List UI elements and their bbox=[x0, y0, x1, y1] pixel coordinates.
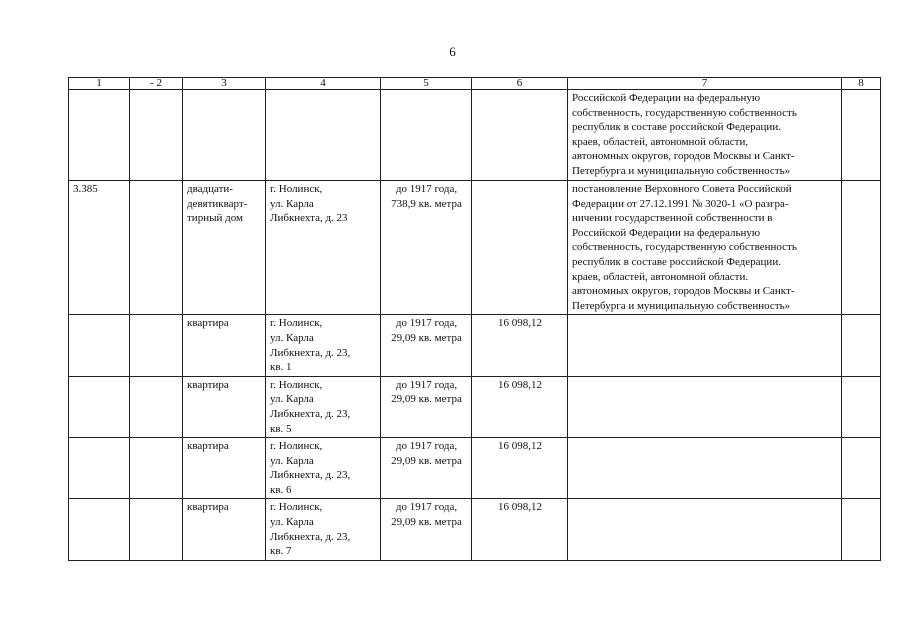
address-cell bbox=[266, 499, 381, 560]
column-header-1: 1 bbox=[69, 78, 130, 90]
value-cell: 16 098,12 bbox=[472, 438, 568, 499]
cell-line: Петербурга и муниципальную собственность» bbox=[572, 299, 791, 312]
column-header-5: 5 bbox=[381, 78, 472, 90]
value-cell bbox=[472, 181, 568, 315]
cell-line: кв. 7 bbox=[270, 545, 292, 558]
page-number: 6 bbox=[449, 44, 456, 59]
table-row bbox=[69, 315, 881, 376]
cell-line: г. Нолинск, bbox=[270, 378, 323, 391]
cell-line: Российской Федерации на федеральную bbox=[572, 226, 761, 239]
column-number-header-row bbox=[69, 78, 881, 90]
item-number-cell bbox=[69, 499, 130, 560]
cell-line: Федерации от 27.12.1991 № 3020-1 «О разгра- bbox=[572, 197, 789, 210]
address-cell bbox=[266, 438, 381, 499]
address-cell bbox=[266, 376, 381, 437]
item-number-cell bbox=[69, 315, 130, 376]
object-name-cell bbox=[183, 438, 266, 499]
column-2-cell bbox=[130, 499, 183, 560]
table-row bbox=[69, 499, 881, 560]
table-row bbox=[69, 376, 881, 437]
cell-line: до 1917 года, bbox=[395, 317, 458, 330]
column-8-cell bbox=[842, 438, 881, 499]
year-area-cell bbox=[381, 181, 472, 315]
cell-line: ул. Карла bbox=[270, 454, 314, 467]
column-8-cell bbox=[842, 181, 881, 315]
column-header-2: - 2 bbox=[130, 78, 183, 90]
address-cell bbox=[266, 315, 381, 376]
cell-line: кв. 1 bbox=[270, 361, 292, 374]
column-2-cell bbox=[130, 438, 183, 499]
cell-line: республик в составе российской Федерации. bbox=[572, 255, 781, 268]
column-header-4: 4 bbox=[266, 78, 381, 90]
cell-line: краев, областей, автономной области. bbox=[572, 270, 749, 283]
cell-line: до 1917 года, bbox=[395, 378, 458, 391]
value-cell: 16 098,12 bbox=[472, 499, 568, 560]
cell-line: автономных округов, городов Москвы и Санкт- bbox=[572, 150, 795, 163]
table-row bbox=[69, 181, 881, 315]
cell-line: 29,09 кв. метра bbox=[391, 454, 462, 467]
value-cell: 16 098,12 bbox=[472, 315, 568, 376]
cell-line: девятикварт- bbox=[187, 197, 248, 210]
column-8-cell bbox=[842, 315, 881, 376]
object-name-cell bbox=[183, 376, 266, 437]
cell-line: квартира bbox=[187, 317, 229, 330]
column-header-7: 7 bbox=[568, 78, 842, 90]
column-header-8: 8 bbox=[842, 78, 881, 90]
item-number-cell bbox=[69, 90, 130, 181]
cell-line: Либкнехта, д. 23 bbox=[270, 212, 348, 225]
cell-line: г. Нолинск, bbox=[270, 440, 323, 453]
item-number-cell bbox=[69, 438, 130, 499]
table-row bbox=[69, 438, 881, 499]
cell-line: кв. 6 bbox=[270, 483, 292, 496]
object-name-cell bbox=[183, 181, 266, 315]
year-area-cell bbox=[381, 315, 472, 376]
cell-line: до 1917 года, bbox=[395, 501, 458, 514]
column-8-cell bbox=[842, 376, 881, 437]
cell-line: автономных округов, городов Москвы и Санкт- bbox=[572, 285, 795, 298]
cell-line: Либкнехта, д. 23, bbox=[270, 407, 351, 420]
cell-line: г. Нолинск, bbox=[270, 183, 323, 195]
item-number-cell: 3.385 bbox=[69, 181, 130, 315]
object-name-cell bbox=[183, 90, 266, 181]
column-header-3: 3 bbox=[183, 78, 266, 90]
cell-line: ул. Карла bbox=[270, 393, 314, 406]
cell-line: двадцати- bbox=[187, 183, 233, 195]
object-name-cell bbox=[183, 315, 266, 376]
cell-line: Либкнехта, д. 23, bbox=[270, 530, 351, 543]
table-body bbox=[69, 78, 881, 561]
legal-basis-cell bbox=[568, 181, 842, 315]
cell-line: Либкнехта, д. 23, bbox=[270, 469, 351, 482]
cell-line: ул. Карла bbox=[270, 331, 314, 344]
address-cell bbox=[266, 181, 381, 315]
cell-line: 29,09 кв. метра bbox=[391, 331, 462, 344]
column-2-cell bbox=[130, 181, 183, 315]
column-header-6: 6 bbox=[472, 78, 568, 90]
cell-line: собственность, государственную собственность bbox=[572, 241, 797, 254]
cell-line: квартира bbox=[187, 440, 229, 453]
property-registry-table bbox=[68, 77, 881, 561]
cell-line: г. Нолинск, bbox=[270, 317, 323, 330]
cell-line: республик в составе российской Федерации. bbox=[572, 121, 781, 134]
year-area-cell bbox=[381, 90, 472, 181]
object-name-cell bbox=[183, 499, 266, 560]
cell-line: ул. Карла bbox=[270, 197, 314, 210]
cell-line: 738,9 кв. метра bbox=[391, 197, 462, 210]
cell-line: 29,09 кв. метра bbox=[391, 516, 462, 529]
legal-basis-cell bbox=[568, 499, 842, 560]
table-row bbox=[69, 90, 881, 181]
cell-line: квартира bbox=[187, 378, 229, 391]
value-cell bbox=[472, 90, 568, 181]
column-2-cell bbox=[130, 90, 183, 181]
cell-line: квартира bbox=[187, 501, 229, 514]
cell-line: 29,09 кв. метра bbox=[391, 393, 462, 406]
year-area-cell bbox=[381, 499, 472, 560]
year-area-cell bbox=[381, 438, 472, 499]
cell-line: до 1917 года, bbox=[395, 183, 458, 195]
column-8-cell bbox=[842, 499, 881, 560]
cell-line: собственность, государственную собственность bbox=[572, 106, 797, 119]
cell-line: Российской Федерации на федеральную bbox=[572, 92, 761, 104]
column-2-cell bbox=[130, 376, 183, 437]
cell-line: постановление Верховного Совета Российской bbox=[572, 183, 792, 195]
address-cell bbox=[266, 90, 381, 181]
column-8-cell bbox=[842, 90, 881, 181]
year-area-cell bbox=[381, 376, 472, 437]
cell-line: краев, областей, автономной области, bbox=[572, 135, 749, 148]
legal-basis-cell bbox=[568, 315, 842, 376]
column-2-cell bbox=[130, 315, 183, 376]
legal-basis-cell bbox=[568, 90, 842, 181]
cell-line: тирный дом bbox=[187, 212, 243, 225]
cell-line: ул. Карла bbox=[270, 516, 314, 529]
cell-line: Либкнехта, д. 23, bbox=[270, 346, 351, 359]
cell-line: г. Нолинск, bbox=[270, 501, 323, 514]
cell-line: до 1917 года, bbox=[395, 440, 458, 453]
legal-basis-cell bbox=[568, 376, 842, 437]
cell-line: Петербурга и муниципальную собственность» bbox=[572, 164, 791, 177]
cell-line: ничении государственной собственности в bbox=[572, 212, 773, 225]
item-number-cell bbox=[69, 376, 130, 437]
legal-basis-cell bbox=[568, 438, 842, 499]
cell-line: кв. 5 bbox=[270, 422, 292, 435]
value-cell: 16 098,12 bbox=[472, 376, 568, 437]
